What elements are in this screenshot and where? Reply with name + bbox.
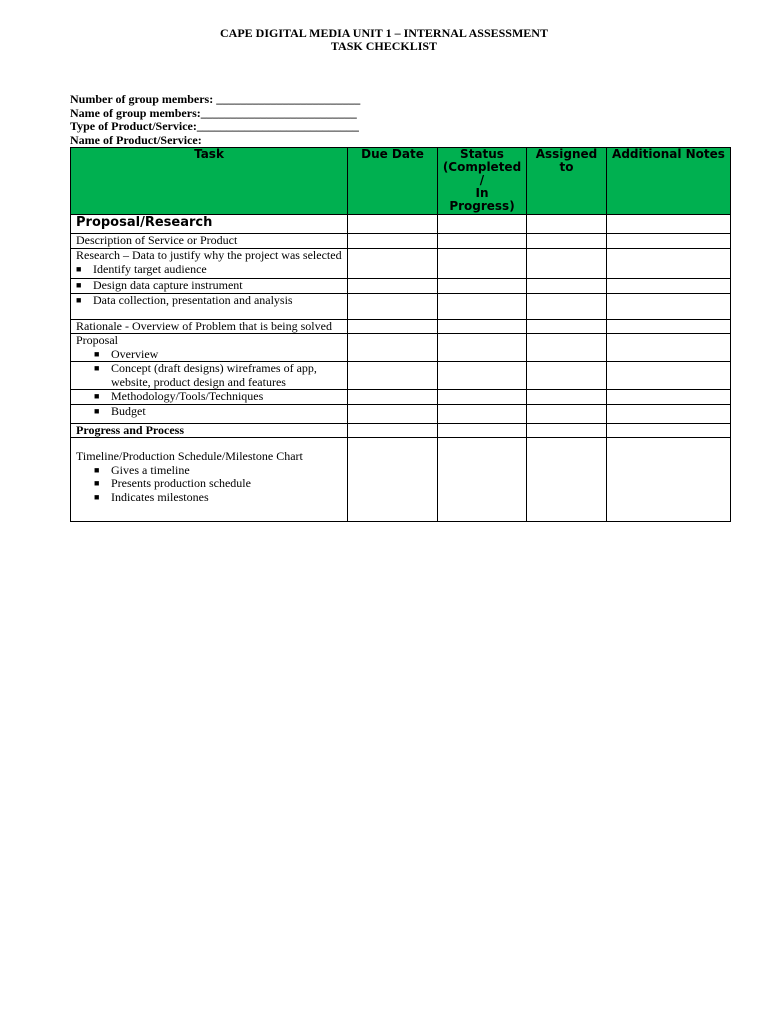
cell-assigned[interactable] — [527, 279, 607, 294]
cell-notes[interactable] — [607, 334, 731, 362]
task-timeline: Timeline/Production Schedule/Milestone Chart ■ Gives a timeline ■ Presents production schedule ■ Indicates milestones — [71, 438, 348, 522]
cell-due-date[interactable] — [348, 423, 438, 438]
table-row — [71, 249, 731, 279]
cell-due-date[interactable] — [348, 293, 438, 319]
cell-due-date[interactable] — [348, 215, 438, 234]
table-row — [71, 390, 731, 405]
cell-notes[interactable] — [607, 293, 731, 319]
cell-assigned[interactable] — [527, 293, 607, 319]
cell-status[interactable] — [438, 215, 527, 234]
bullet-icon: ■ — [94, 405, 100, 416]
cell-status[interactable] — [438, 249, 527, 279]
header-status: Status (Completed / In Progress) — [438, 148, 527, 215]
document-subtitle: TASK CHECKLIST — [330, 39, 438, 53]
cell-notes[interactable] — [607, 438, 731, 522]
table-row — [71, 293, 731, 319]
cell-status[interactable] — [438, 404, 527, 423]
table-row — [71, 423, 731, 438]
task-research: Research – Data to justify why the project was selected ■ Identify target audience — [71, 249, 348, 279]
cell-notes[interactable] — [607, 390, 731, 405]
cell-due-date[interactable] — [348, 234, 438, 249]
task-rationale: Rationale - Overview of Problem that is being solved — [71, 319, 348, 334]
field-name-of-members[interactable]: Name of group members:__________________________ — [70, 105, 357, 120]
cell-status[interactable] — [438, 438, 527, 522]
cell-status[interactable] — [438, 334, 527, 362]
cell-status[interactable] — [438, 293, 527, 319]
cell-assigned[interactable] — [527, 215, 607, 234]
cell-due-date[interactable] — [348, 279, 438, 294]
header-task: Task — [71, 148, 348, 215]
cell-notes[interactable] — [607, 362, 731, 390]
table-row — [71, 362, 731, 390]
group-info-fields — [70, 93, 360, 147]
cell-assigned[interactable] — [527, 362, 607, 390]
field-product-name[interactable]: Name of Product/Service: — [70, 132, 202, 147]
header-additional-notes: Additional Notes — [607, 148, 731, 215]
bullet-icon: ■ — [76, 294, 82, 305]
field-number-of-members[interactable]: Number of group members: ________________________ — [70, 92, 361, 106]
table-row — [71, 438, 731, 522]
task-methodology: ■ Methodology/Tools/Techniques — [71, 390, 348, 405]
cell-due-date[interactable] — [348, 334, 438, 362]
task-data-collection: ■ Data collection, presentation and analysis — [71, 293, 348, 319]
task-budget: ■ Budget — [71, 404, 348, 423]
bullet-icon: ■ — [94, 464, 100, 475]
cell-assigned[interactable] — [527, 404, 607, 423]
table-row — [71, 279, 731, 294]
cell-status[interactable] — [438, 362, 527, 390]
cell-due-date[interactable] — [348, 390, 438, 405]
task-design-instrument: ■ Design data capture instrument — [71, 279, 348, 294]
table-row — [71, 319, 731, 334]
task-checklist-table — [70, 147, 731, 522]
cell-status[interactable] — [438, 279, 527, 294]
cell-notes[interactable] — [607, 404, 731, 423]
bullet-icon: ■ — [76, 280, 82, 290]
cell-assigned[interactable] — [527, 234, 607, 249]
cell-due-date[interactable] — [348, 249, 438, 279]
table-row — [71, 215, 731, 234]
cell-assigned[interactable] — [527, 390, 607, 405]
bullet-icon: ■ — [94, 363, 100, 373]
cell-due-date[interactable] — [348, 438, 438, 522]
cell-assigned[interactable] — [527, 438, 607, 522]
bullet-icon: ■ — [94, 478, 100, 488]
cell-status[interactable] — [438, 390, 527, 405]
cell-notes[interactable] — [607, 423, 731, 438]
header-assigned-to: Assigned to — [527, 148, 607, 215]
cell-assigned[interactable] — [527, 334, 607, 362]
bullet-icon: ■ — [94, 491, 100, 502]
cell-notes[interactable] — [607, 279, 731, 294]
cell-notes[interactable] — [607, 234, 731, 249]
cell-status[interactable] — [438, 319, 527, 334]
task-concept: ■ Concept (draft designs) wireframes of app, website, product design and features — [71, 362, 348, 390]
table-row — [71, 404, 731, 423]
cell-due-date[interactable] — [348, 319, 438, 334]
table-header-row — [71, 148, 731, 215]
cell-assigned[interactable] — [527, 423, 607, 438]
bullet-icon: ■ — [94, 391, 100, 401]
document-title: CAPE DIGITAL MEDIA UNIT 1 – INTERNAL ASSESSMENT — [220, 26, 548, 40]
cell-status[interactable] — [438, 234, 527, 249]
section-heading-progress-process: Progress and Process — [71, 423, 348, 438]
cell-status[interactable] — [438, 423, 527, 438]
cell-assigned[interactable] — [527, 319, 607, 334]
bullet-icon: ■ — [94, 348, 100, 359]
table-row — [71, 234, 731, 249]
task-description: Description of Service or Product — [71, 234, 348, 249]
bullet-icon: ■ — [76, 263, 82, 274]
cell-due-date[interactable] — [348, 362, 438, 390]
section-heading-proposal-research: Proposal/Research — [71, 215, 348, 234]
header-due-date: Due Date — [348, 148, 438, 215]
cell-notes[interactable] — [607, 249, 731, 279]
task-proposal: Proposal ■ Overview — [71, 334, 348, 362]
table-row — [71, 334, 731, 362]
cell-due-date[interactable] — [348, 404, 438, 423]
cell-notes[interactable] — [607, 319, 731, 334]
cell-assigned[interactable] — [527, 249, 607, 279]
cell-notes[interactable] — [607, 215, 731, 234]
field-product-type[interactable]: Type of Product/Service:___________________________ — [70, 119, 359, 133]
